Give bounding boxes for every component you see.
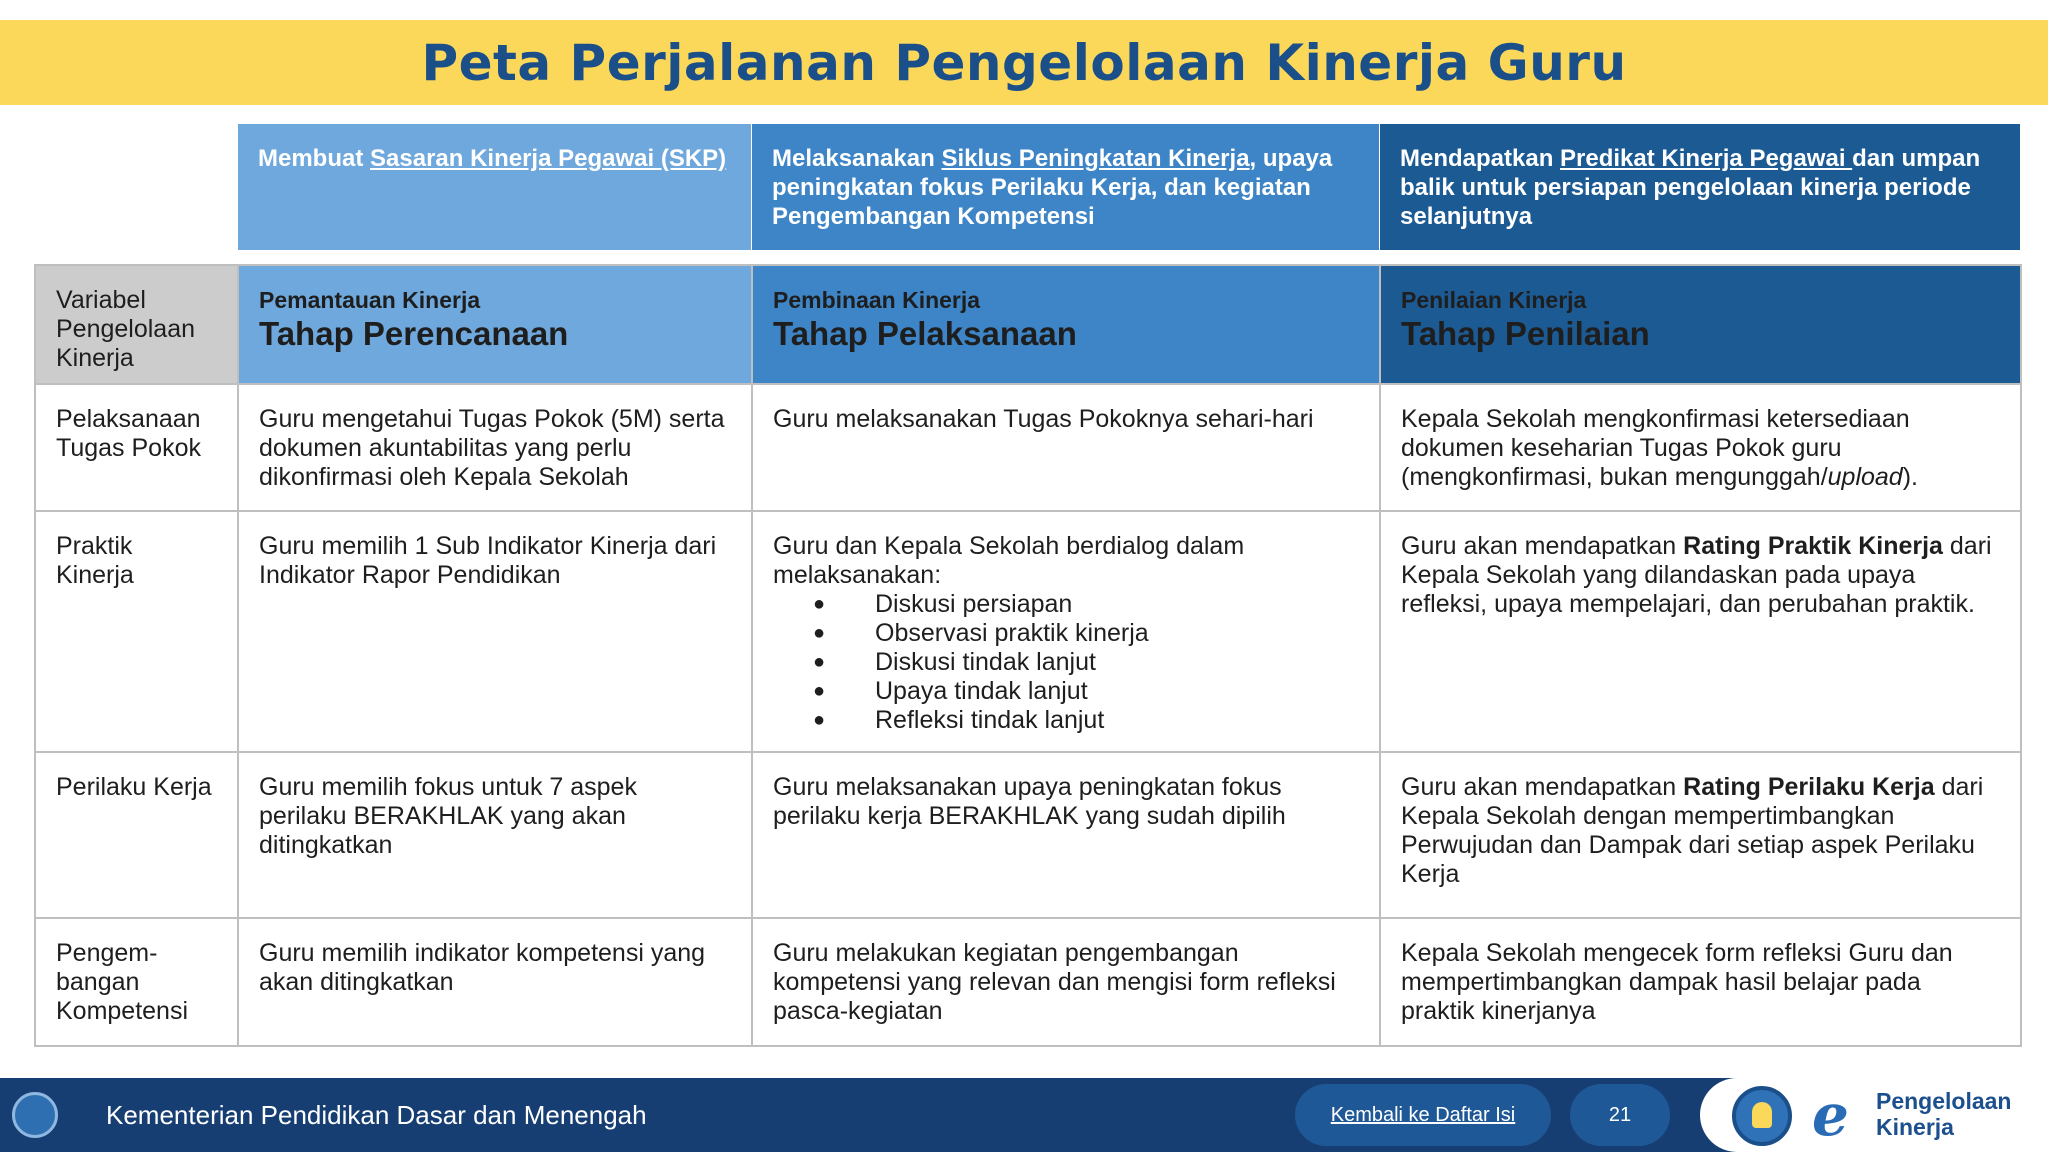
back-to-contents-button[interactable]: Kembali ke Daftar Isi (1295, 1084, 1551, 1146)
list-item: ● Diskusi tindak lanjut (773, 648, 1359, 677)
goal-suffix: , upaya peningkatan fokus Perilaku Kerja, dan kegiatan Pengembangan Kompetensi (772, 145, 1333, 230)
cell-text: dari Kepala Sekolah dengan mempertimbangkan Perwujudan dan Dampak dari setiap aspek Perilaku Kerja (1401, 773, 1984, 888)
execution-cell: Guru melaksanakan Tugas Pokoknya sehari-hari (752, 384, 1380, 511)
phase-header-planning (238, 265, 752, 384)
phase-title: Tahap Perencanaan (259, 315, 569, 352)
goal-prefix: Membuat (258, 145, 371, 172)
goal-box-planning (238, 124, 751, 250)
goal-link-siklus[interactable]: Siklus Peningkatan Kinerja (941, 145, 1250, 172)
phase-header-execution (752, 265, 1380, 384)
cell-text: Guru akan mendapatkan (1401, 532, 1684, 560)
variable-header: Variabel Pengelolaan Kinerja (35, 265, 238, 384)
planning-cell: Guru mengetahui Tugas Pokok (5M) serta dokumen akuntabilitas yang perlu dikonfirmasi oleh Kepala Sekolah (238, 384, 752, 511)
page-number: 21 (1570, 1084, 1670, 1146)
cell-text: Kepala Sekolah mengkonfirmasi ketersediaan dokumen keseharian Tugas Pokok guru (mengkonfirmasi, bukan mengunggah/ (1401, 405, 1910, 491)
goal-box-assessment (1380, 124, 2020, 250)
execution-cell (752, 511, 1380, 752)
performance-table (34, 264, 2022, 1047)
goal-link-predikat[interactable]: Predikat Kinerja Pegawai (1560, 145, 1853, 172)
phase-subtitle: Pemantauan Kinerja (259, 287, 481, 313)
list-item: ● Upaya tindak lanjut (773, 677, 1359, 706)
cell-text: bangan (56, 968, 140, 996)
brand-line: Pengelolaan (1876, 1088, 2012, 1114)
ministry-emblem-icon (1732, 1086, 1792, 1146)
table-header-row (35, 265, 2021, 384)
ministry-name: Kementerian Pendidikan Dasar dan Menengah (106, 1100, 647, 1130)
table-row (35, 918, 2021, 1046)
variable-cell (35, 918, 238, 1046)
list-item: ● Diskusi persiapan (773, 590, 1359, 619)
variable-cell: Praktik Kinerja (35, 511, 238, 752)
cell-text-bold: Rating Perilaku Kerja (1683, 773, 1935, 801)
assessment-cell (1380, 752, 2021, 918)
goal-link-skp[interactable]: Sasaran Kinerja Pegawai (SKP) (370, 145, 727, 172)
execution-cell: Guru melakukan kegiatan pengembangan kompetensi yang relevan dan mengisi form refleksi pasca-kegiatan (752, 918, 1380, 1046)
cell-text: Guru dan Kepala Sekolah berdialog dalam melaksanakan: (773, 532, 1245, 589)
list-item: ● Refleksi tindak lanjut (773, 706, 1359, 735)
cell-text: dari Kepala Sekolah yang dilandaskan pada upaya refleksi, upaya mempelajari, dan perubahan praktik. (1401, 532, 1992, 618)
cell-text: ). (1902, 463, 1918, 491)
table-row (35, 511, 2021, 752)
bullet-list (773, 590, 1359, 735)
cell-text-italic: upload (1827, 463, 1903, 491)
cell-text: Guru akan mendapatkan (1401, 773, 1684, 801)
brand-line: Kinerja (1876, 1114, 1954, 1140)
pengelolaan-kinerja-logo-icon: e (1812, 1081, 1849, 1149)
brand-text (1876, 1088, 2011, 1140)
cell-text: Kompetensi (56, 997, 189, 1025)
phase-subtitle: Penilaian Kinerja (1401, 287, 1587, 313)
footer (0, 1078, 2048, 1152)
planning-cell: Guru memilih indikator kompetensi yang akan ditingkatkan (238, 918, 752, 1046)
brand-panel (1700, 1078, 2048, 1152)
goal-box-execution (752, 124, 1379, 250)
goal-prefix: Mendapatkan (1400, 145, 1561, 172)
execution-cell: Guru melaksanakan upaya peningkatan fokus perilaku kerja BERAKHLAK yang sudah dipilih (752, 752, 1380, 918)
ministry-logo-icon (12, 1092, 58, 1138)
phase-title: Tahap Pelaksanaan (773, 315, 1077, 352)
phase-header-assessment (1380, 265, 2021, 384)
goal-suffix: dan umpan balik untuk persiapan pengelolaan kinerja periode selanjutnya (1400, 145, 1981, 230)
phase-subtitle: Pembinaan Kinerja (773, 287, 981, 313)
table-row (35, 384, 2021, 511)
assessment-cell (1380, 384, 2021, 511)
goal-prefix: Melaksanakan (772, 145, 942, 172)
assessment-cell: Kepala Sekolah mengecek form refleksi Guru dan mempertimbangkan dampak hasil belajar pada praktik kinerjanya (1380, 918, 2021, 1046)
cell-text: Pengem- (56, 939, 158, 967)
phase-title: Tahap Penilaian (1401, 315, 1650, 352)
cell-text-bold: Rating Praktik Kinerja (1683, 532, 1943, 560)
variable-cell: Perilaku Kerja (35, 752, 238, 918)
variable-cell: Pelaksanaan Tugas Pokok (35, 384, 238, 511)
page-title: Peta Perjalanan Pengelolaan Kinerja Guru (421, 33, 1627, 92)
table-row (35, 752, 2021, 918)
assessment-cell (1380, 511, 2021, 752)
list-item: ● Observasi praktik kinerja (773, 619, 1359, 648)
planning-cell: Guru memilih fokus untuk 7 aspek perilaku BERAKHLAK yang akan ditingkatkan (238, 752, 752, 918)
title-bar (0, 20, 2048, 105)
planning-cell: Guru memilih 1 Sub Indikator Kinerja dari Indikator Rapor Pendidikan (238, 511, 752, 752)
